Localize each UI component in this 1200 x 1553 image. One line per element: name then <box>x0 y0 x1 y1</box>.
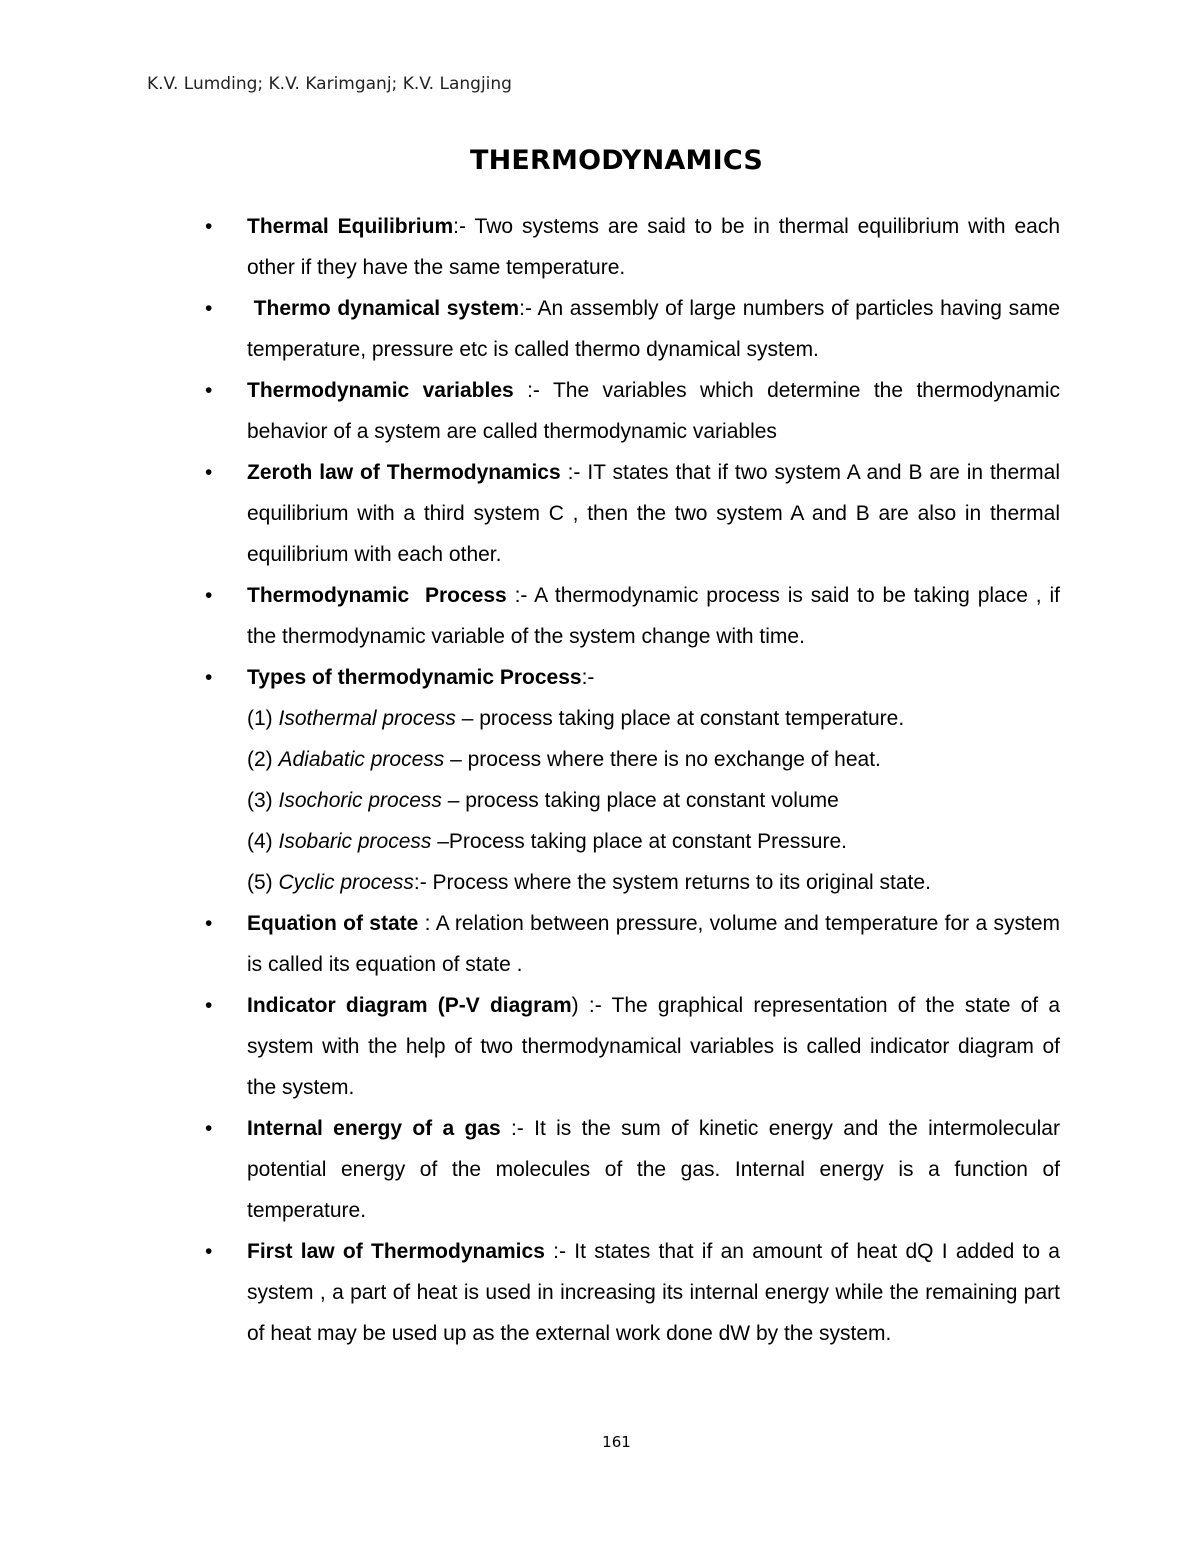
process-type-text: – process where there is no exchange of heat. <box>444 748 881 771</box>
definition-text: An assembly of large numbers of particles having same temperature, pressure etc is called thermo dynamical system. <box>247 297 1061 361</box>
definition-text: IT states that if two system A and B are in thermal equilibrium with a third system C , then the two system A and B are also in thermal equilibrium with each other. <box>247 461 1060 566</box>
bullet-icon <box>205 575 247 616</box>
bullet-icon <box>205 985 247 1026</box>
page-number: 161 <box>602 1433 631 1451</box>
definition-separator: :- <box>581 666 595 689</box>
definition-item <box>205 452 1060 575</box>
definition-separator: :- <box>453 215 466 238</box>
bullet-icon <box>205 288 247 329</box>
definition-term: Thermodynamic Process <box>247 584 507 607</box>
definition-list <box>205 206 1060 1354</box>
definition-item <box>205 370 1060 452</box>
process-type-term: Isobaric process <box>278 830 432 853</box>
definition-separator: :- <box>506 584 528 607</box>
process-type-line <box>247 739 1060 780</box>
process-type-line <box>247 862 1060 903</box>
definition-text: A thermodynamic process is said to be taking place , if the thermodynamic variable of the system change with time. <box>247 584 1061 648</box>
definition-text: The graphical representation of the state of a system with the help of two thermodynamical variables is called indicator diagram of the system. <box>247 994 1061 1099</box>
definition-separator: : <box>418 912 431 935</box>
process-type-line <box>247 698 1060 739</box>
process-type-number: (1) <box>247 707 279 730</box>
definition-term: Thermal Equilibrium <box>247 215 454 238</box>
bullet-icon <box>205 1231 247 1272</box>
definition-term: Zeroth law of Thermodynamics <box>247 461 561 484</box>
definition-separator: :- <box>513 379 540 402</box>
bullet-icon <box>205 657 247 698</box>
definition-term: Types of thermodynamic Process <box>247 666 582 689</box>
definition-term: Equation of state <box>247 912 419 935</box>
page-title: THERMODYNAMICS <box>469 145 764 176</box>
definition-separator: :- <box>519 297 532 320</box>
definition-term: Thermo dynamical system <box>247 297 520 320</box>
process-type-term: Isothermal process <box>278 707 456 730</box>
process-type-line <box>247 821 1060 862</box>
definition-item <box>205 985 1060 1108</box>
bullet-icon <box>205 452 247 493</box>
definition-text: It is the sum of kinetic energy and the intermolecular potential energy of the molecules of the gas. Internal energy is a function of temperature. <box>247 1117 1060 1222</box>
definition-term: First law of Thermodynamics <box>247 1240 545 1263</box>
bullet-icon <box>205 903 247 944</box>
definition-text: It states that if an amount of heat dQ I added to a system , a part of heat is used in increasing its internal energy while the remaining part of heat may be used up as the external work done dW by the system. <box>247 1240 1060 1345</box>
definition-text: A relation between pressure, volume and temperature for a system is called its equation of state . <box>247 912 1060 976</box>
process-type-line <box>247 780 1060 821</box>
definition-item-process-types <box>205 657 1060 903</box>
process-type-number: (5) <box>247 871 279 894</box>
process-type-text: :- Process where the system returns to its original state. <box>413 871 931 894</box>
definition-term: Thermodynamic variables <box>247 379 514 402</box>
bullet-icon <box>205 206 247 247</box>
definition-item <box>205 206 1060 288</box>
document-body <box>205 206 1060 1354</box>
bullet-icon <box>205 1108 247 1149</box>
process-type-number: (2) <box>247 748 279 771</box>
definition-separator: :- <box>500 1117 524 1140</box>
process-type-number: (3) <box>247 789 279 812</box>
process-type-text: – process taking place at constant volume <box>441 789 839 812</box>
process-type-text: –Process taking place at constant Pressure. <box>431 830 847 853</box>
definition-item <box>205 288 1060 370</box>
definition-text: Two systems are said to be in thermal equilibrium with each other if they have the same temperature. <box>247 215 1060 279</box>
process-type-number: (4) <box>247 830 279 853</box>
definition-separator: :- <box>560 461 581 484</box>
bullet-icon <box>205 370 247 411</box>
process-type-term: Adiabatic process <box>278 748 445 771</box>
definition-item <box>205 575 1060 657</box>
definition-separator: :- <box>544 1240 566 1263</box>
process-type-term: Isochoric process <box>278 789 442 812</box>
definition-term: Internal energy of a gas <box>247 1117 501 1140</box>
definition-item <box>205 903 1060 985</box>
process-type-text: – process taking place at constant temperature. <box>455 707 905 730</box>
definition-item <box>205 1231 1060 1354</box>
definition-term: Indicator diagram (P-V diagram <box>247 994 572 1017</box>
definition-separator: ) :- <box>571 994 602 1017</box>
page-header: K.V. Lumding; K.V. Karimganj; K.V. Langjing <box>147 74 512 94</box>
definition-item <box>205 1108 1060 1231</box>
process-type-term: Cyclic process <box>278 871 414 894</box>
definition-text: The variables which determine the thermodynamic behavior of a system are called thermodynamic variables <box>247 379 1060 443</box>
